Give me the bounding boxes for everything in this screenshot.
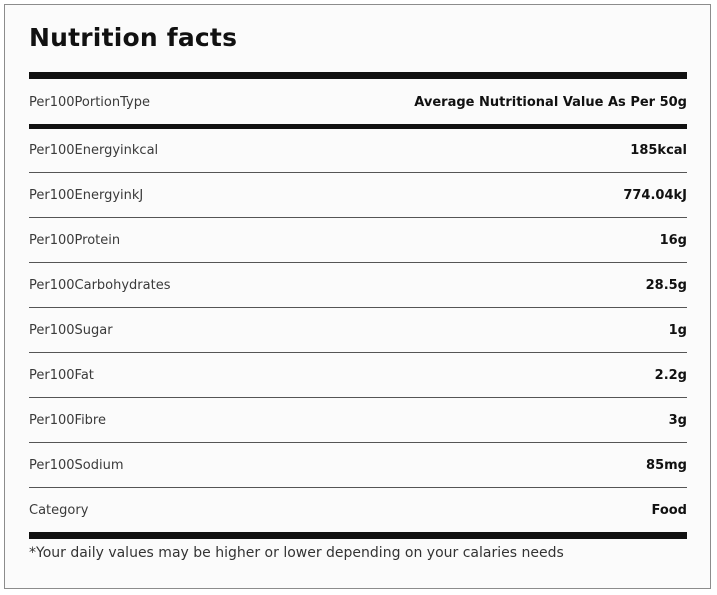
row-divider	[29, 172, 687, 173]
nutrition-row-protein	[29, 220, 687, 260]
nutrition-row-label: Per100Protein	[29, 232, 121, 248]
nutrition-row-fat	[29, 355, 687, 395]
row-divider	[29, 442, 687, 443]
nutrition-row-value: 774.04kJ	[623, 187, 687, 203]
row-divider	[29, 307, 687, 308]
nutrition-row-portion-type	[29, 82, 687, 122]
nutrition-row-label: Per100Carbohydrates	[29, 277, 171, 293]
header-thick-divider	[29, 124, 687, 129]
nutrition-row-label: Per100Fibre	[29, 412, 106, 428]
nutrition-facts-panel	[4, 4, 711, 589]
nutrition-row-energy-kj	[29, 175, 687, 215]
nutrition-row-value: 85mg	[646, 457, 687, 473]
nutrition-facts-title: Nutrition facts	[29, 23, 238, 52]
nutrition-row-label: Category	[29, 502, 89, 518]
nutrition-row-value: 1g	[668, 322, 687, 338]
nutrition-row-category	[29, 490, 687, 530]
nutrition-row-label: Per100Energyinkcal	[29, 142, 159, 158]
nutrition-row-carbohydrates	[29, 265, 687, 305]
daily-values-footnote: *Your daily values may be higher or lower depending on your calaries needs	[29, 545, 564, 561]
nutrition-row-sugar	[29, 310, 687, 350]
bottom-thick-divider	[29, 532, 687, 539]
nutrition-row-sodium	[29, 445, 687, 485]
nutrition-row-value: Food	[651, 502, 687, 518]
nutrition-row-value: 2.2g	[654, 367, 687, 383]
row-divider	[29, 217, 687, 218]
nutrition-row-value: Average Nutritional Value As Per 50g	[414, 94, 687, 110]
nutrition-row-fibre	[29, 400, 687, 440]
row-divider	[29, 487, 687, 488]
nutrition-row-value: 185kcal	[630, 142, 687, 158]
nutrition-row-value: 3g	[668, 412, 687, 428]
nutrition-row-energy-kcal	[29, 130, 687, 170]
nutrition-row-label: Per100Fat	[29, 367, 94, 383]
row-divider	[29, 262, 687, 263]
nutrition-row-label: Per100Sodium	[29, 457, 124, 473]
top-thick-divider	[29, 72, 687, 79]
row-divider	[29, 352, 687, 353]
nutrition-row-value: 16g	[659, 232, 687, 248]
nutrition-row-label: Per100PortionType	[29, 94, 150, 110]
nutrition-row-value: 28.5g	[645, 277, 687, 293]
nutrition-row-label: Per100Sugar	[29, 322, 113, 338]
nutrition-row-label: Per100EnergyinkJ	[29, 187, 144, 203]
row-divider	[29, 397, 687, 398]
